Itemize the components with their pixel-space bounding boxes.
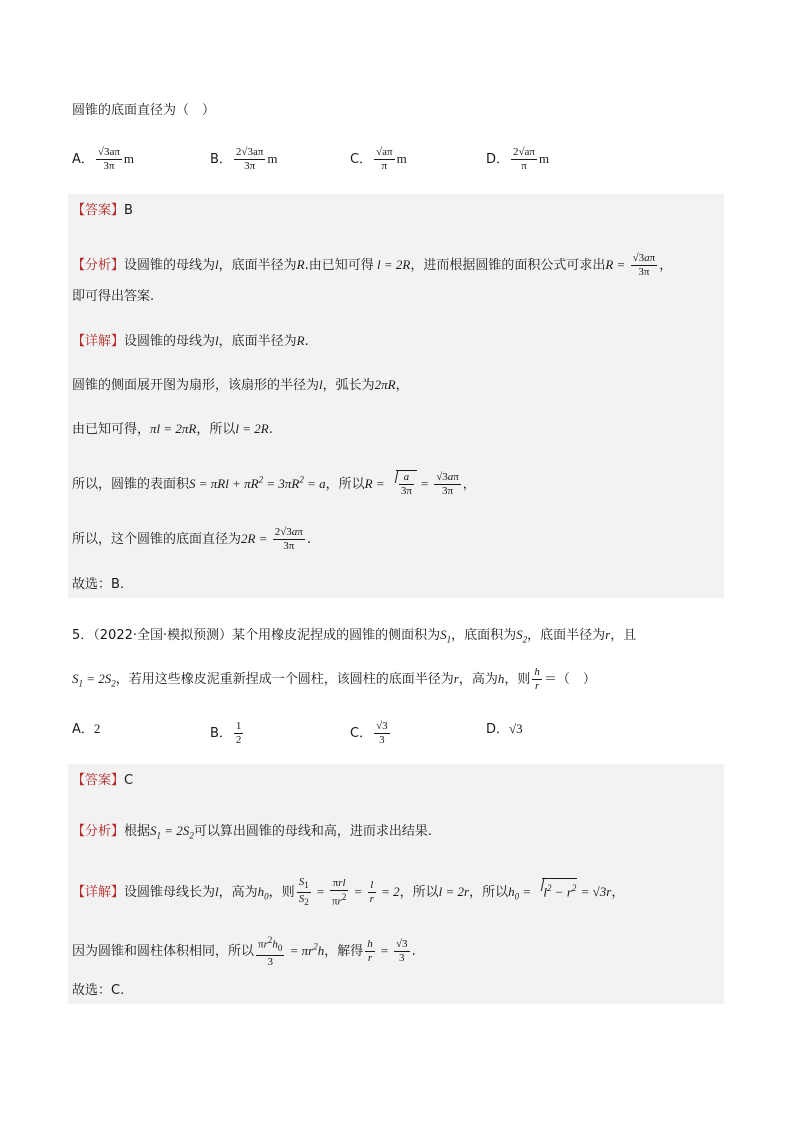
q4-detail-line-a: 圆锥的侧面展开图为扇形，该扇形的半径为l，弧长为2πR，: [72, 377, 409, 393]
q5-stem-line1: 5．（2022·全国·模拟预测）某个用橡皮泥捏成的圆锥的侧面积为$S_1$，底面积为$S_2$，底面半径为r，且: [72, 627, 637, 645]
q4-choose: 故选：B.: [72, 577, 125, 592]
q4-option-c: C． $\frac{√a\pi}{\pi}$ m: [350, 146, 407, 172]
q5-option-a: A．2: [72, 721, 101, 737]
q5-stem-line2: $S_1 = 2S_2$，若用这些橡皮泥重新捏成一个圆柱，该圆柱的底面半径为r，高为h，则 $\frac{h}{r}$ ＝（ ）: [72, 666, 596, 692]
q4-stem: 圆锥的底面直径为（ ）: [72, 103, 216, 118]
q4-detail-line-c: 所以，圆锥的表面积$S = \pi Rl + \pi R^2 = 3\pi R^2 = a$，所以R = $\frac{a}{3\pi}$ = $\frac{√3a\pi}{3\pi}$ ，: [72, 471, 476, 497]
q4-option-d: D． $\frac{2√a\pi}{\pi}$ m: [486, 146, 550, 172]
q4-answer: 【答案】B: [72, 203, 133, 218]
q5-choose: 故选：C.: [72, 983, 125, 998]
q4-detail-line-b: 由已知可得，πl = 2πR，所以l = 2R.: [72, 421, 273, 437]
q4-detail: 【详解】设圆锥的母线为l，底面半径为R.: [72, 333, 309, 349]
q5-option-b: B． $\frac{1}{2}$: [210, 720, 242, 746]
q5-option-d: D．√3: [486, 721, 523, 737]
q4-option-a: A． $\frac{√3a\pi}{3\pi}$ m: [72, 146, 135, 172]
q5-detail-line-e: 因为圆锥和圆柱体积相同，所以 $\frac{\pi r^2h_0}{3}$ = $\pi r^2h$，解得 $\frac{h}{r}$ = $\frac{√3}{3}$ .: [72, 935, 416, 968]
q5-analysis: 【分析】根据$S_1 = 2S_2$可以算出圆锥的母线和高，进而求出结果.: [72, 823, 432, 841]
q5-detail: 【详解】设圆锥母线长为l，高为$h_0$，则 $\frac{S_1}{S_2}$ = $\frac{\text{πrl}}{\pi r^2}$ = $\frac{l}{r}$ = 2，所以l = 2r，所以$h_0 = l^2 - r^2 = √3r$，: [72, 876, 625, 908]
q5-option-c: C． $\frac{√3}{3}$: [350, 720, 388, 746]
q5-answer: 【答案】C: [72, 773, 134, 788]
q4-detail-line-d: 所以，这个圆锥的底面直径为2R = $\frac{2√3a\pi}{3\pi}$ .: [72, 526, 311, 552]
q4-analysis: 【分析】设圆锥的母线为l，底面半径为R.由已知可得 l = 2R，进而根据圆锥的面积公式可求出R = $\frac{√3a\pi}{3\pi}$ ，: [72, 252, 673, 278]
q4-analysis-cont: 即可得出答案.: [72, 289, 155, 304]
q4-option-b: B． $\frac{2√3a\pi}{3\pi}$ m: [210, 146, 278, 172]
